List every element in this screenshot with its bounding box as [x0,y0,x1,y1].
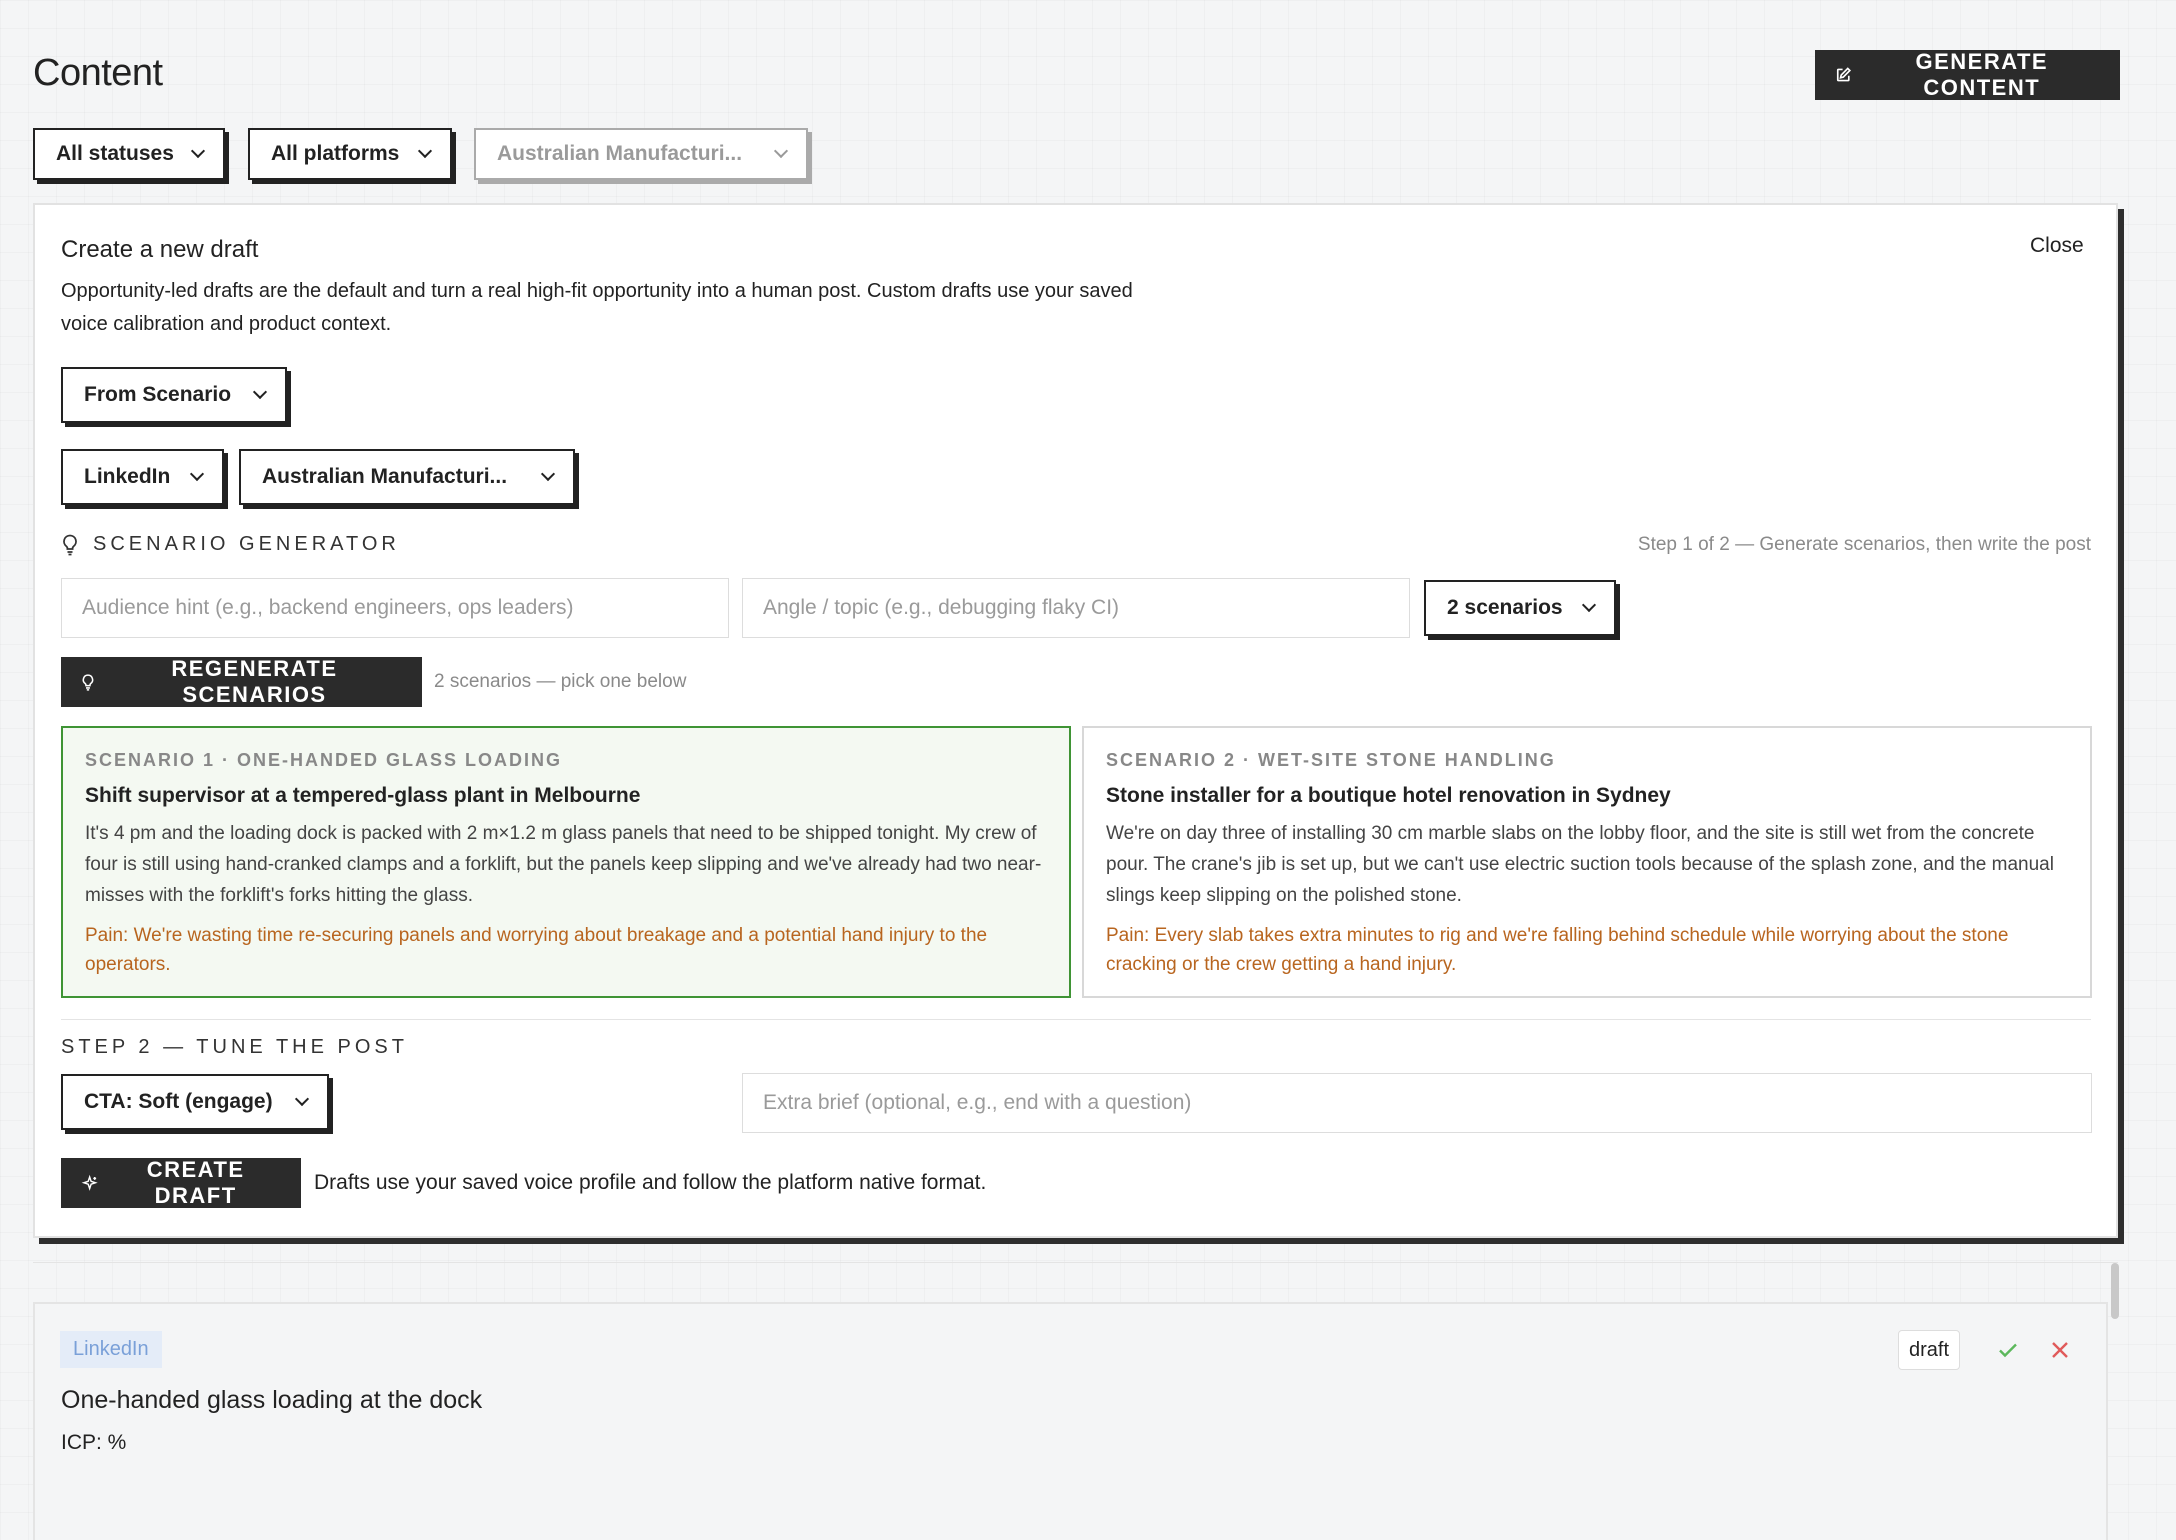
draft-mode-value: From Scenario [84,383,232,406]
check-icon [1996,1338,2020,1362]
chevron-down-icon [190,467,204,481]
scenario-title: Stone installer for a boutique hotel renovation in Sydney [1106,784,1671,807]
close-button[interactable]: Close [2030,234,2084,257]
chevron-down-icon [253,385,267,399]
regenerate-scenarios-label: REGENERATE SCENARIOS [171,656,338,707]
section-divider [61,1019,2091,1020]
chevron-down-icon [541,467,555,481]
chevron-down-icon [418,144,432,158]
scenario-body: It's 4 pm and the loading dock is packed with 2 m×1.2 m glass panels that need to be shipped tonight. My crew of four is still using hand-cranked clamps and a forklift, but the panels keep slipping and we've already had two near-misses with the forklift's forks hitting the glass. [85,823,1042,906]
company-filter[interactable] [474,128,808,180]
approve-button[interactable] [1996,1338,2020,1365]
post-icp: ICP: % [61,1431,127,1454]
edit-icon [1835,66,1852,84]
extra-brief-input[interactable] [742,1073,2092,1133]
list-divider [33,1262,2118,1263]
company-filter-value: Australian Manufacturi... [497,142,743,165]
scenario-card-2[interactable] [1082,726,2092,998]
scenario-count-value: 2 scenarios [1447,596,1563,619]
step-hint: Step 1 of 2 — Generate scenarios, then write the post [1637,534,2091,555]
create-draft-note: Drafts use your saved voice profile and follow the platform native format. [314,1171,987,1194]
lightbulb-icon [81,673,95,692]
draft-platform-value: LinkedIn [84,465,171,488]
create-draft-button[interactable] [61,1158,301,1208]
scenario-kicker: SCENARIO 1 · ONE-HANDED GLASS LOADING [85,750,563,770]
draft-mode-select[interactable] [61,367,287,423]
cta-value: CTA: Soft (engage) [84,1090,273,1113]
angle-topic-input[interactable] [742,578,1410,638]
post-title: One-handed glass loading at the dock [61,1386,483,1414]
chevron-down-icon [1582,598,1596,612]
generate-content-button[interactable] [1815,50,2120,100]
platform-filter-value: All platforms [271,142,400,165]
chevron-down-icon [295,1092,309,1106]
draft-platform-select[interactable] [61,449,224,505]
scenario-generator-label: SCENARIO GENERATOR [93,533,400,555]
chevron-down-icon [191,144,205,158]
scenario-count-note: 2 scenarios — pick one below [434,671,687,692]
platform-tag: LinkedIn [60,1331,162,1368]
generate-content-label: GENERATE CONTENT [1915,49,2049,100]
scenario-kicker: SCENARIO 2 · WET-SITE STONE HANDLING [1106,750,1556,770]
audience-hint-input[interactable] [61,578,729,638]
page-title: Content [33,52,163,94]
scenario-pain: Pain: Every slab takes extra minutes to rig and we're falling behind schedule while worrying about the stone cracking or the crew getting a hand injury. [1106,925,2009,975]
chevron-down-icon [774,144,788,158]
platform-filter[interactable] [248,128,452,180]
scenario-generator-header [61,533,400,556]
panel-title: Create a new draft [61,236,259,263]
reject-button[interactable] [2048,1338,2072,1365]
draft-company-value: Australian Manufacturi... [262,465,508,488]
status-filter-value: All statuses [56,142,174,165]
step2-label: STEP 2 — TUNE THE POST [61,1036,408,1058]
create-draft-label: CREATE DRAFT [146,1157,245,1208]
scrollbar[interactable] [2111,1263,2119,1319]
close-icon [2048,1338,2072,1362]
sparkle-icon [81,1174,98,1193]
scenario-card-1[interactable] [61,726,1071,998]
lightbulb-icon [61,534,79,556]
regenerate-scenarios-button[interactable] [61,657,422,707]
post-card[interactable] [33,1302,2108,1540]
draft-company-select[interactable] [239,449,575,505]
scenario-title: Shift supervisor at a tempered-glass plant in Melbourne [85,784,641,807]
status-badge: draft [1898,1330,1960,1370]
scenario-count-select[interactable] [1424,580,1616,636]
scenario-pain: Pain: We're wasting time re-securing panels and worrying about breakage and a potential hand injury to the operators. [85,925,988,975]
scenario-body: We're on day three of installing 30 cm marble slabs on the lobby floor, and the site is still wet from the concrete pour. The crane's jib is set up, but we can't use electric suction tools because of the splash zone, and the manual slings keep slipping on the polished stone. [1106,823,2054,906]
status-filter[interactable] [33,128,225,180]
cta-select[interactable] [61,1074,329,1130]
panel-description: Opportunity-led drafts are the default and turn a real high-fit opportunity into a human post. Custom drafts use your saved voice calibration and product context. [61,280,1133,335]
